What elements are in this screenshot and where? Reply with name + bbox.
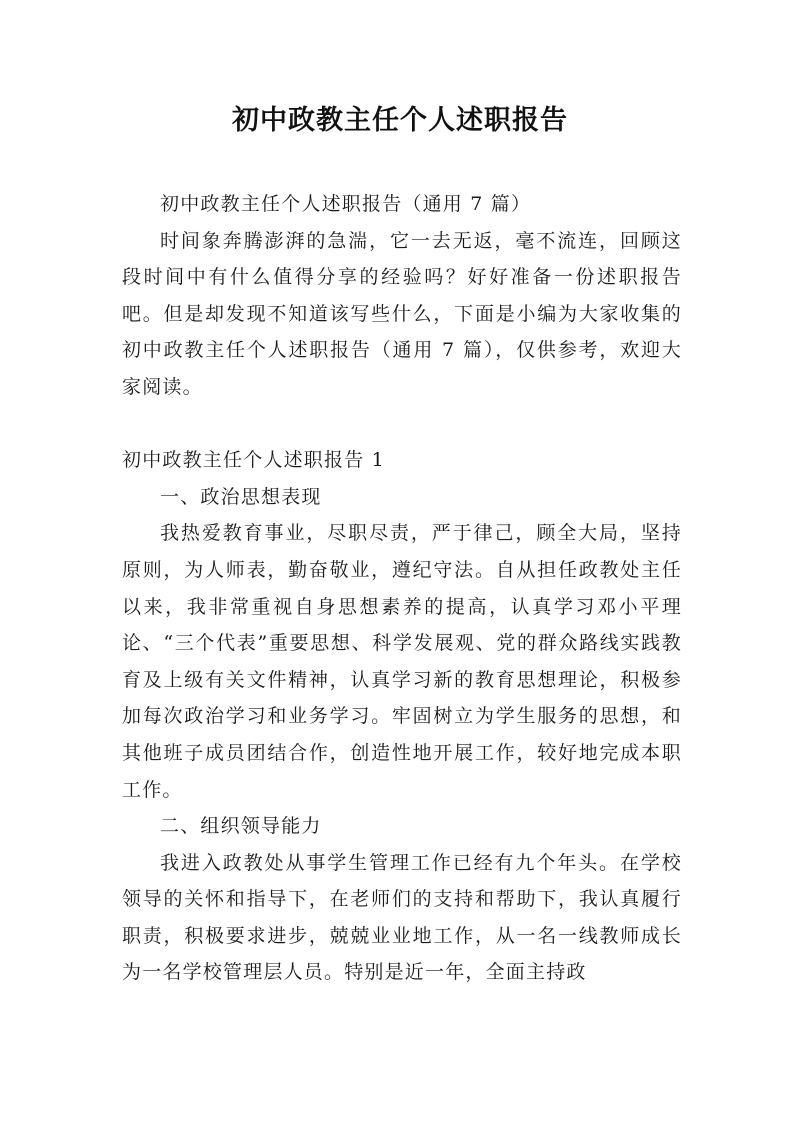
- document-body: [122, 186, 682, 991]
- part1-heading: 一、政治思想表现: [160, 485, 322, 508]
- document-subtitle: 初中政教主任个人述职报告（通用 7 篇）: [160, 193, 532, 215]
- part2-heading: 二、组织领导能力: [160, 815, 322, 838]
- part1-paragraph: 我热爱教育事业，尽职尽责，严于律己，顾全大局，坚持原则，为人师表，勤奋敬业，遵纪守法。自从担任政教处主任以来，我非常重视自身思想素养的提高，认真学习邓小平理论、“三个代表”重要思想、科学发展观、党的群众路线实践教育及上级有关文件精神，认真学习新的教育思想理论，积极参加每次政治学习和业务学习。牢固树立为学生服务的思想，和其他班子成员团结合作，创造性地开展工作，较好地完成本职工作。: [122, 522, 682, 801]
- section-title: 初中政教主任个人述职报告 1: [122, 449, 385, 472]
- intro-paragraph: 时间象奔腾澎湃的急湍，它一去无返，毫不流连，回顾这段时间中有什么值得分享的经验吗？好好准备一份述职报告吧。但是却发现不知道该写些什么，下面是小编为大家收集的初中政教主任个人述职报告（通用 7 篇），仅供参考，欢迎大家阅读。: [122, 229, 682, 398]
- paragraph-spacer: [122, 406, 682, 443]
- part2-paragraph: 我进入政教处从事学生管理工作已经有九个年头。在学校领导的关怀和指导下，在老师们的支持和帮助下，我认真履行职责，积极要求进步，兢兢业业地工作，从一名一线教师成长为一名学校管理层人员。特别是近一年，全面主持政: [122, 851, 682, 984]
- document-title: 初中政教主任个人述职报告: [232, 105, 568, 136]
